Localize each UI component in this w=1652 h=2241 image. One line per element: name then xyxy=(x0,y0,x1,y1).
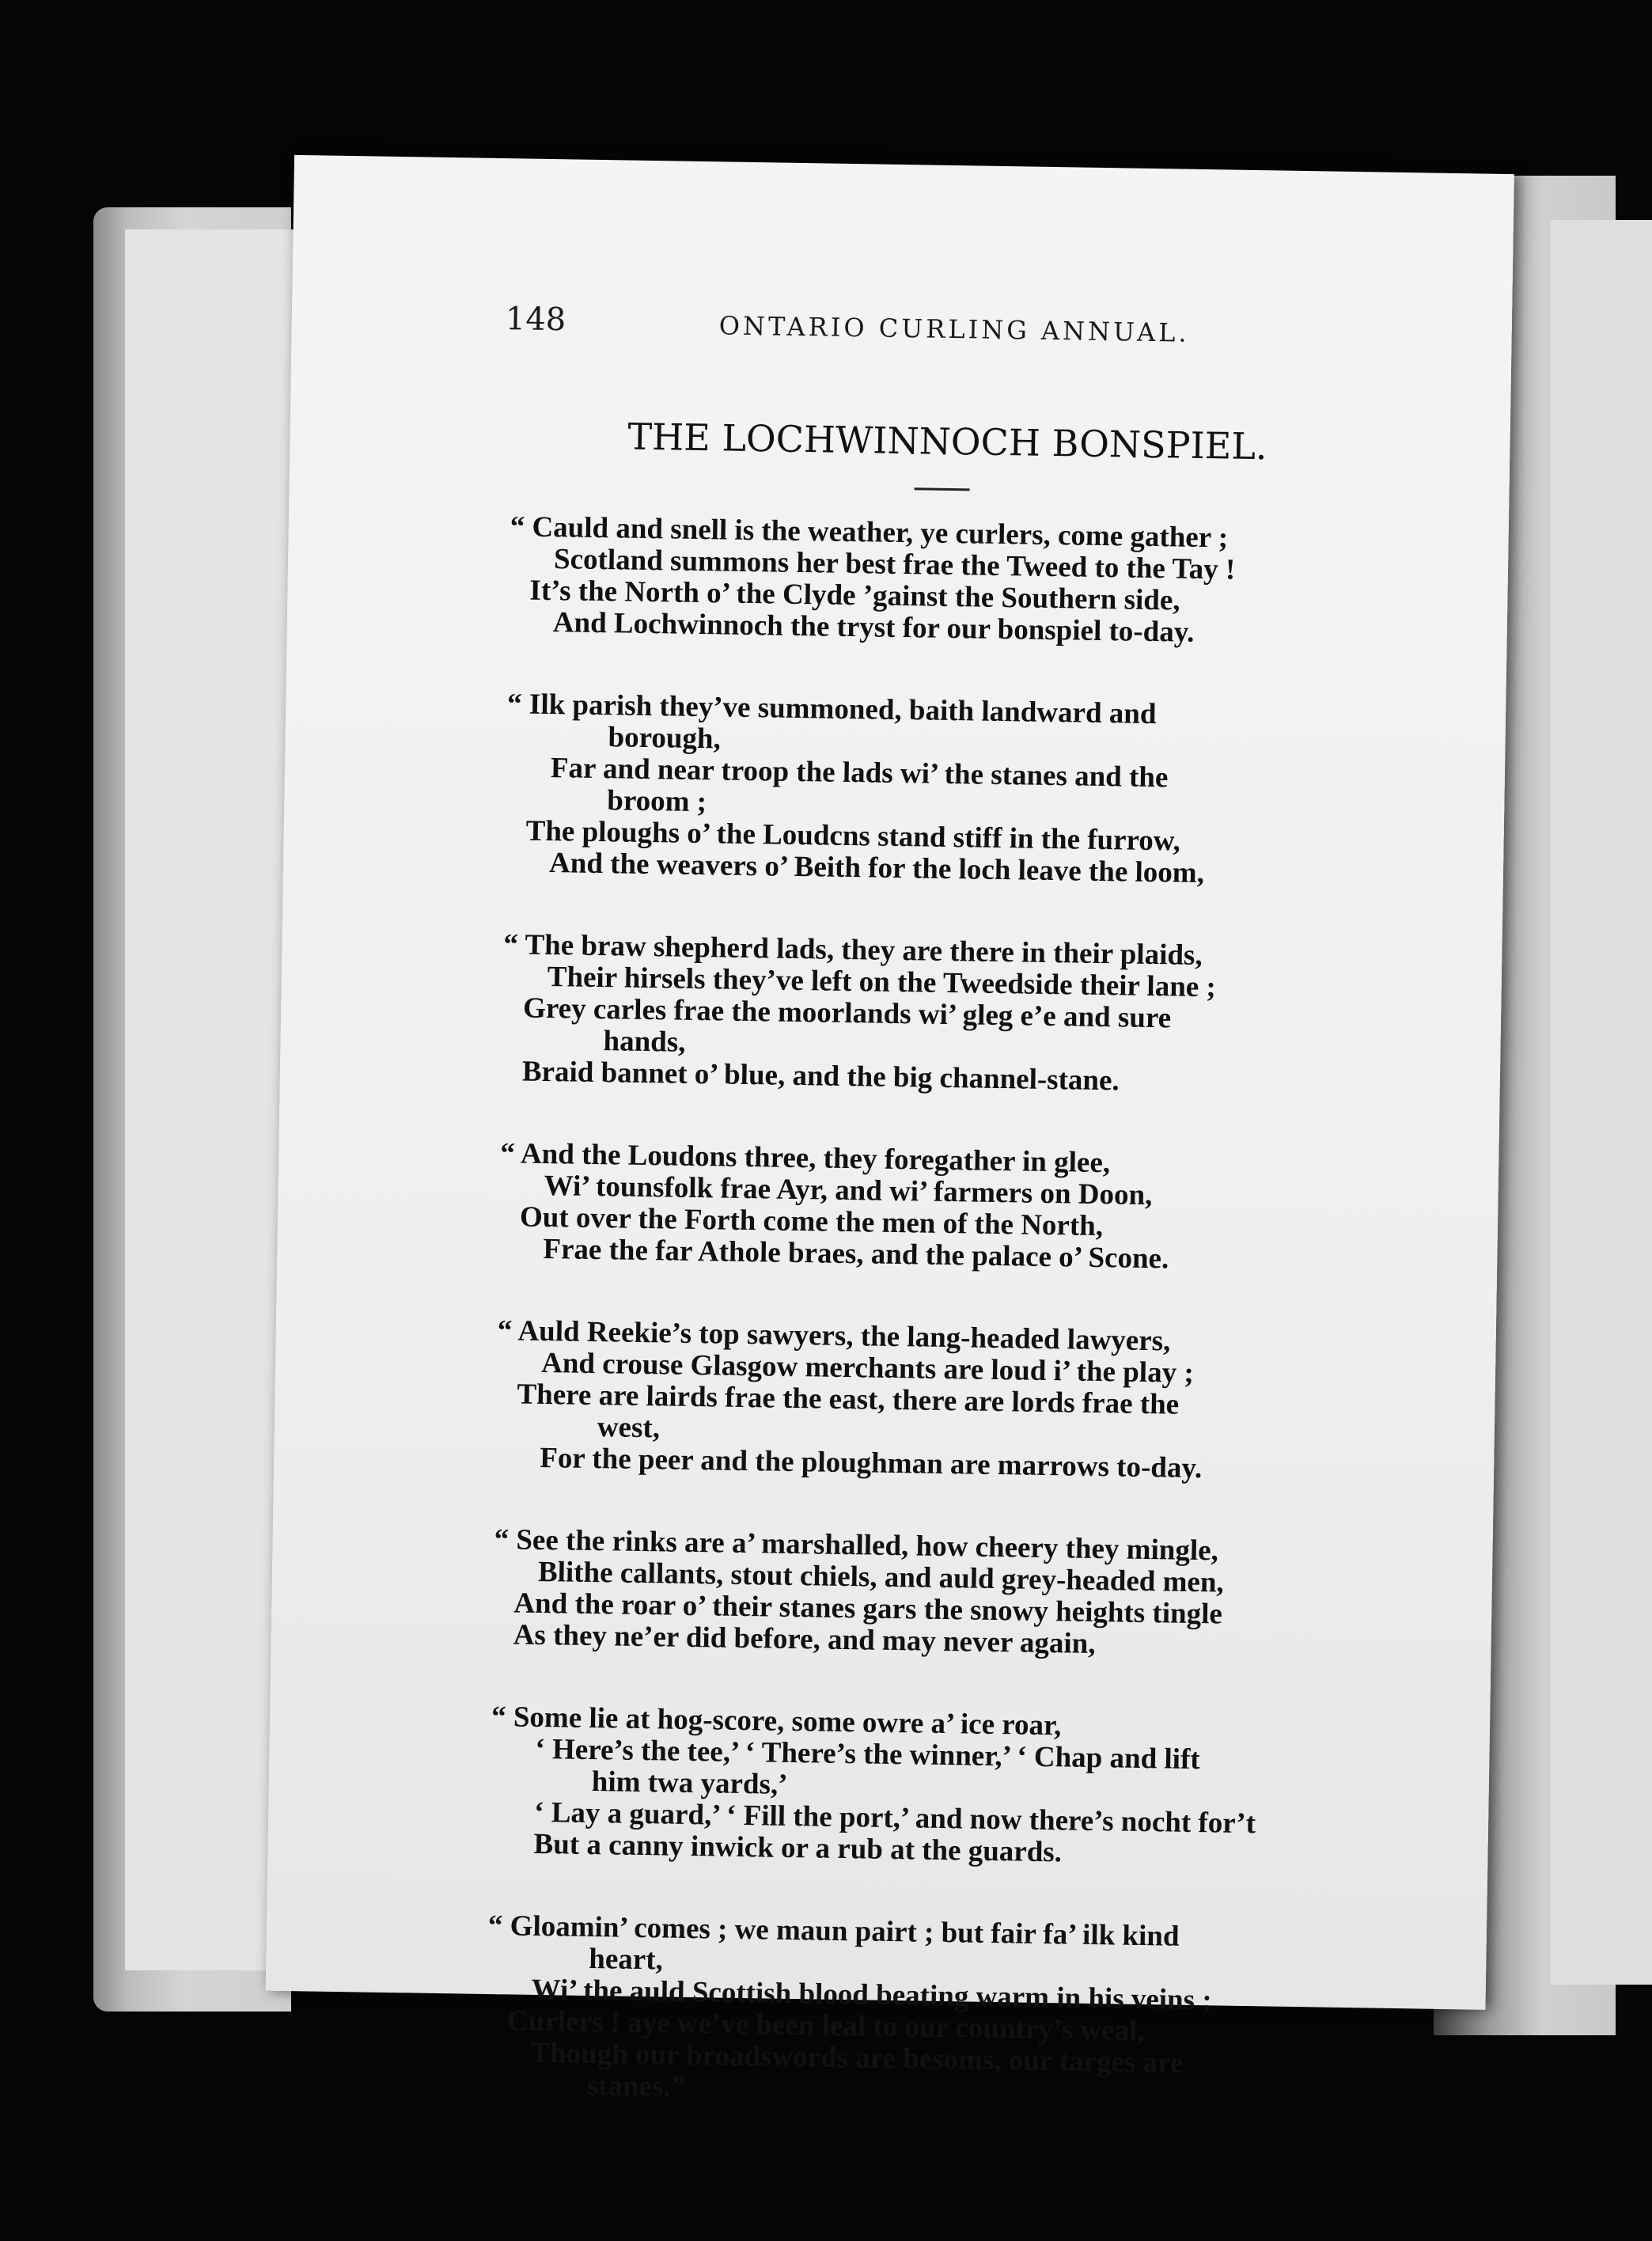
poem-line: As they ne’er did before, and may never again, xyxy=(513,1618,1096,1661)
poem-line: But a canny inwick or a rub at the guards. xyxy=(533,1827,1063,1869)
stanza-2 xyxy=(505,688,1489,893)
poem-line: Out over the Forth come the men of the North, xyxy=(519,1200,1104,1243)
book-page xyxy=(266,155,1514,2103)
poem-line: ‘ Here’s the tee,’ ‘ There’s the winner,’ ‘ Chap and lift xyxy=(535,1732,1200,1776)
poem-line: And Lochwinnoch the tryst for our bonspiel to-day. xyxy=(552,606,1195,649)
poem-line: Scotland summons her best frae the Tweed to the Tay ! xyxy=(553,543,1236,586)
poem-line: “ Some lie at hog-score, some owre a’ ice roar, xyxy=(491,1701,1062,1742)
poem-line: west, xyxy=(597,1411,661,1445)
poem-line: Wi’ the auld Scottish blood beating warm in his veins ; xyxy=(531,1973,1212,2017)
stanza-4 xyxy=(498,1138,1481,1280)
poem-line: Braid bannet o’ blue, and the big channel-stane. xyxy=(521,1055,1120,1098)
facing-page-right xyxy=(1551,220,1652,1985)
stanza-6 xyxy=(492,1524,1475,1666)
poem-line: Their hirsels they’ve left on the Tweedside their lane ; xyxy=(547,961,1217,1004)
poem-line: hands, xyxy=(603,1025,686,1059)
poem-title: THE LOCHWINNOCH BONSPIEL. xyxy=(627,415,1267,468)
poem-line: And crouse Glasgow merchants are loud i’ the play ; xyxy=(540,1346,1195,1390)
poem-line: Wi’ tounsfolk frae Ayr, and wi’ farmers on Doon, xyxy=(544,1170,1153,1212)
poem-line: Grey carles frae the moorlands wi’ gleg e’e and sure xyxy=(522,992,1172,1035)
poem-line: Far and near troop the lads wi’ the stanes and the xyxy=(550,752,1169,794)
poem-line: stanes.” xyxy=(586,2069,686,2103)
poem-line: And the roar o’ their stanes gars the snowy heights tingle xyxy=(513,1587,1223,1631)
poem-line: And the weavers o’ Beith for the loch leave the loom, xyxy=(548,847,1205,890)
stanza-5 xyxy=(495,1315,1479,1488)
poem-line: Frae the far Athole braes, and the palace o’ Scone. xyxy=(543,1232,1169,1276)
page-number: 148 xyxy=(505,301,566,339)
poem-line: “ The braw shepherd lads, they are there in their plaids, xyxy=(503,928,1203,973)
poem-line: Though our broadswords are besoms, our targes are xyxy=(530,2036,1184,2080)
poem-line: “ See the rinks are a’ marshalled, how cheery they mingle, xyxy=(494,1523,1219,1568)
poem-line: “ Auld Reekie’s top sawyers, the lang-headed lawyers, xyxy=(497,1314,1171,1358)
poem-line: “ Cauld and snell is the weather, ye curlers, come gather ; xyxy=(510,510,1229,555)
poem-line: There are lairds frae the east, there are lords frae the xyxy=(517,1378,1180,1421)
poem-line: The ploughs o’ the Loudcns stand stiff in the furrow, xyxy=(525,814,1181,858)
stanza-7 xyxy=(489,1701,1472,1875)
poem-line: Curlers ! aye we’ve been leal to our country’s weal, xyxy=(506,2004,1145,2048)
poem-line: “ And the Loudons three, they foregather in glee, xyxy=(499,1137,1111,1180)
stanza-1 xyxy=(509,511,1491,653)
poem-line: ‘ Lay a guard,’ ‘ Fill the port,’ and now there’s nocht for’t xyxy=(533,1795,1256,1841)
poem-line: heart, xyxy=(589,1943,664,1977)
poem-line: Blithe callants, stout chiels, and auld grey-headed men, xyxy=(537,1555,1225,1599)
poem-body xyxy=(485,511,1491,2166)
poem-line: broom ; xyxy=(607,784,707,819)
poem-line: him twa yards,’ xyxy=(591,1765,788,1801)
poem-line: It’s the North o’ the Clyde ’gainst the Southern side, xyxy=(529,574,1180,617)
stanza-8 xyxy=(486,1910,1470,2115)
journal-title: ONTARIO CURLING ANNUAL. xyxy=(718,310,1190,348)
poem-line: borough, xyxy=(608,721,722,756)
title-rule xyxy=(915,487,970,491)
poem-line: For the peer and the ploughman are marrows to-day. xyxy=(539,1441,1203,1485)
poem-line: “ Gloamin’ comes ; we maun pairt ; but fair fa’ ilk kind xyxy=(487,1909,1180,1953)
stanza-3 xyxy=(502,929,1485,1102)
running-head xyxy=(505,301,1471,363)
poem-line: “ Ilk parish they’ve summoned, baith landward and xyxy=(506,688,1157,731)
